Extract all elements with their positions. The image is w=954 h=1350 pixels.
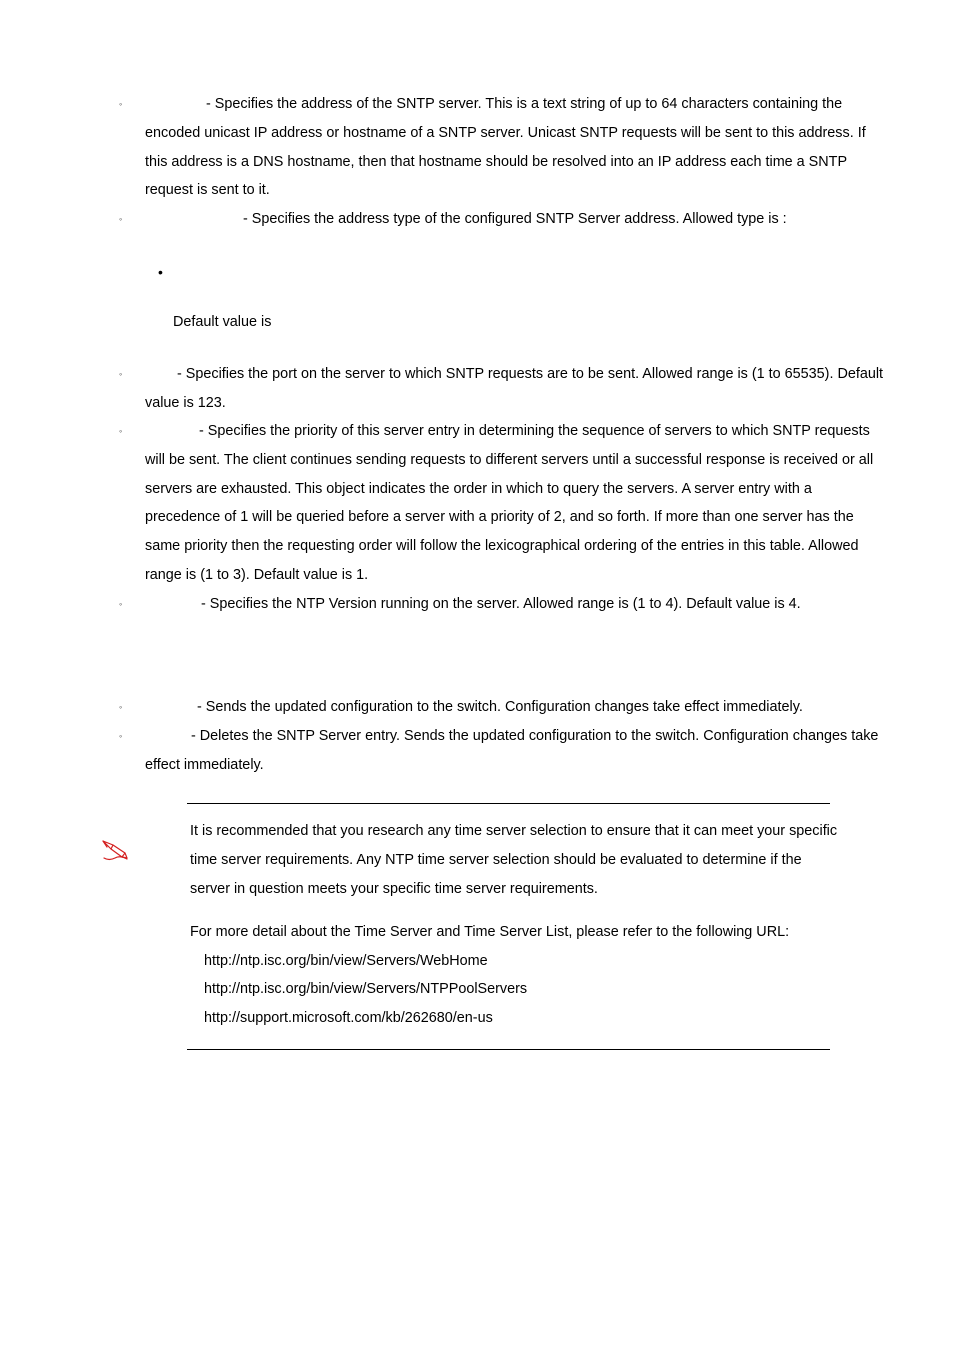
note-url-webhome[interactable]: http://ntp.isc.org/bin/view/Servers/WebHome (204, 953, 488, 969)
bullet-marker: ◦ (119, 99, 123, 109)
field-server-address-description (119, 90, 890, 205)
field-address-type-description (119, 205, 890, 234)
note-url-ntppoolservers[interactable]: http://ntp.isc.org/bin/view/Servers/NTPPoolServers (204, 981, 528, 997)
description-text: - Specifies the NTP Version running on the server. Allowed range is (1 to 4). Default value is 4. (201, 596, 801, 612)
field-port-description (119, 360, 890, 418)
description-text: - Deletes the SNTP Server entry. Sends the updated configuration to the switch. Configuration changes take effect immediately. (145, 728, 879, 773)
button-delete-description (119, 722, 890, 780)
field-priority-description (119, 417, 890, 590)
bullet-marker: ◦ (119, 731, 123, 741)
sub-bullet-dot: • (158, 264, 163, 280)
note-url-microsoft-kb[interactable]: http://support.microsoft.com/kb/262680/en-us (204, 1010, 493, 1026)
description-text: - Specifies the port on the server to which SNTP requests are to be sent. Allowed range is (1 to 65535). Default value is 123. (145, 366, 884, 411)
bullet-marker: ◦ (119, 426, 123, 436)
bullet-marker: ◦ (119, 214, 123, 224)
description-text: - Sends the updated configuration to the switch. Configuration changes take effect immediately. (197, 699, 803, 715)
description-text: - Specifies the priority of this server entry in determining the sequence of servers to which SNTP requests will be sent. The client continues sending requests to different servers until a successful response is received or all servers are exhausted. This object indicates the order in which to query the servers. A server entry with a precedence of 1 will be queried before a server with a priority of 2, and so forth. If more than one server has the same priority then the requesting order will follow the lexicographical ordering of the entries in this table. Allowed range is (1 to 3). Default value is 1. (145, 423, 874, 583)
description-text: - Specifies the address of the SNTP server. This is a text string of up to 64 characters containing the encoded unicast IP address or hostname of a SNTP server. Unicast SNTP requests will be sent to this address. If this address is a DNS hostname, then that hostname should be resolved into an IP address each time a SNTP request is sent to it. (145, 96, 866, 199)
bullet-marker: ◦ (119, 369, 123, 379)
bullet-marker: ◦ (119, 599, 123, 609)
note-paragraph-recommendation: It is recommended that you research any time server selection to ensure that it can meet your specific time server requirements. Any NTP time server selection should be evaluated to determine if the server in question meets your specific time server requirements. (190, 823, 838, 897)
button-apply-description (119, 693, 890, 722)
description-text: - Specifies the address type of the configured SNTP Server address. Allowed type is : (243, 211, 787, 227)
note-paragraph-more-detail: For more detail about the Time Server and Time Server List, please refer to the following URL: (190, 924, 790, 940)
bullet-marker: ◦ (119, 702, 123, 712)
note-pen-icon (101, 838, 129, 862)
note-bottom-rule (187, 1049, 830, 1050)
default-value-label: Default value is (173, 314, 272, 330)
field-version-description (119, 590, 890, 619)
note-top-rule (187, 803, 830, 804)
